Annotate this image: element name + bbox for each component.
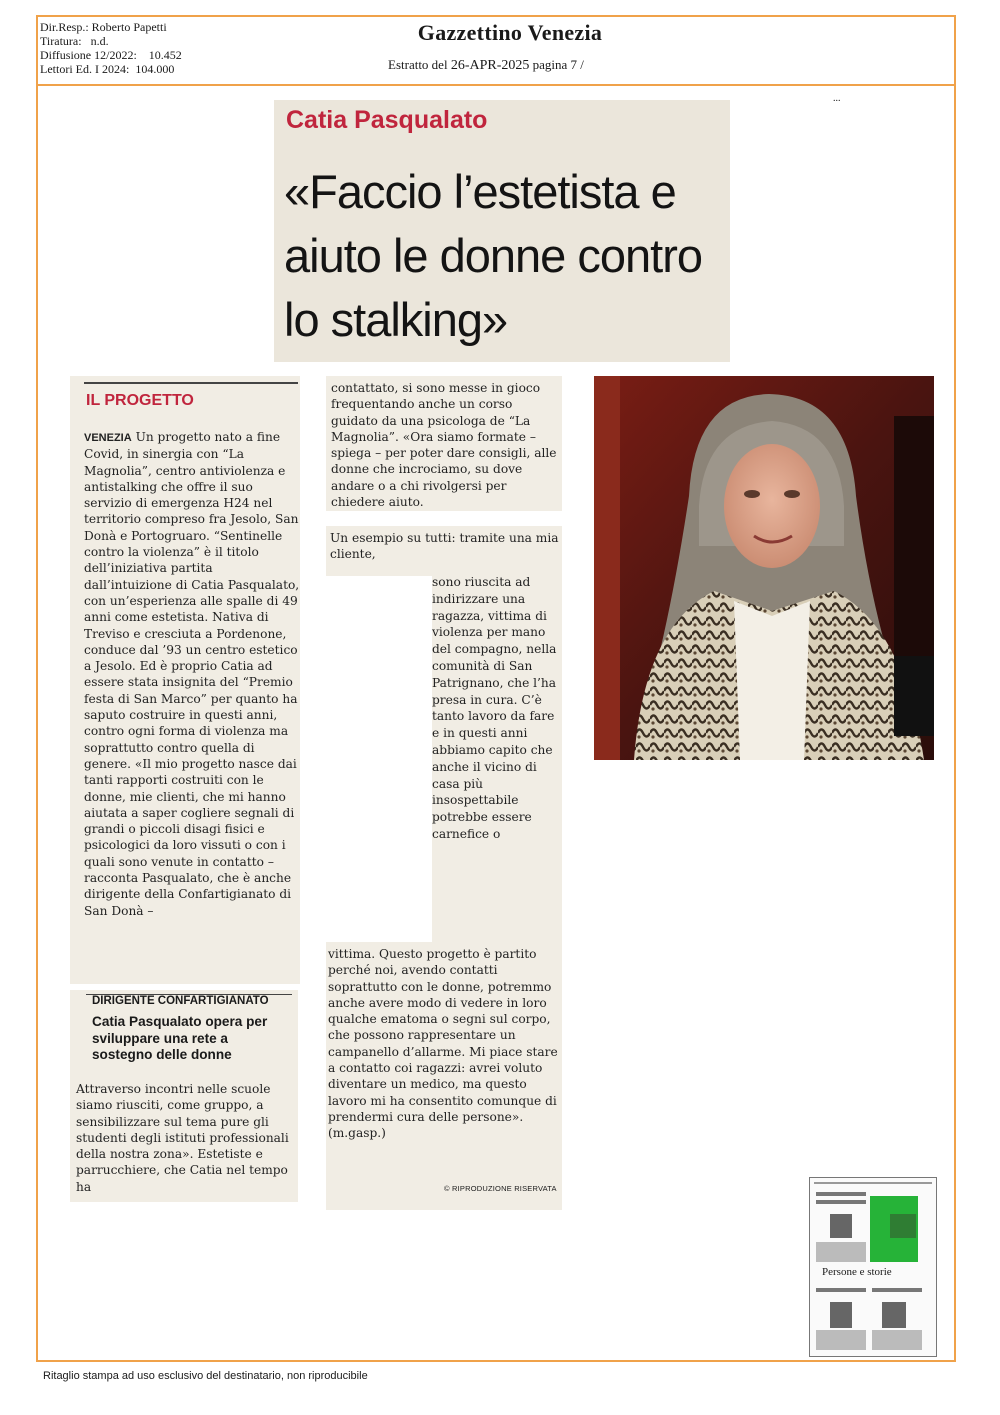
scan-mark: ... <box>833 93 841 104</box>
article-column-3-bottom <box>326 942 562 1210</box>
thumbnail-section-label: Persone e storie <box>822 1266 892 1278</box>
page-number: pagina 7 / <box>532 57 584 72</box>
column-3-top-text: Un esempio su tutti: tramite una mia cliente, <box>330 531 559 562</box>
distribution-line: Diffusione 12/2022: 10.452 <box>40 48 182 62</box>
section-label: IL PROGETTO <box>86 392 194 409</box>
extract-date: 26-APR-2025 <box>450 58 530 73</box>
column-3-bottom-text: vittima. Questo progetto è partito perché noi, avendo contatti soprattutto con le donne, potremmo anche avere modo di vedere in loro qualche ematoma o segni sul corpo, che possono rappresentare un campanello d’allarme. Mi piace stare a contatto coi ragazzi: avrei voluto diventare un medico, ma questo lavoro mi ha consentito comunque di prendermi cura delle persone». (m.gasp.) <box>328 947 558 1141</box>
column-1-text: VENEZIA Un progetto nato a fine Covid, in sinergia con “La Magnolia”, centro antiviolenza e antistalking che offre il suo servizio di emergenza H24 nel territorio compreso fra Jesolo, San Donà e Portogruaro. “Sentinelle contro la violenza” è il titolo dell’iniziativa partita dall’intuizione di Catia Pasqualato, con un’esperienza alle spalle di 49 anni come estetista. Nativa di Treviso e cresciuta a Pordenone, conduce dal ’93 un centro estetico a Jesolo. Ed è proprio Catia ad essere stata insignita del “Premio festa di San Marco” per quanto ha saputo costruire in questi anni, contro ogni forma di violenza ma soprattutto contro quella di genere. «Il mio progetto nasce dai tanti rapporti costruiti con le donne, mie clienti, che mi hanno aiutata a saper cogliere segnali di grandi o piccoli disagi fisici e psicologici da loro vissuti o con i quali sono venute in contatto – racconta Pasqualato, che è anche dirigente della Confartigianato di San Donà – <box>84 430 300 918</box>
article-kicker: Catia Pasqualato <box>286 106 488 134</box>
column-2-top-text: contattato, si sono messe in gioco frequentando anche un corso guidato da una psicologa de “La Magnolia”. «Ora siamo formate – spiega – per poter dare consigli, alle donne che incrociamo, su dove andare o a chi rivolgersi per chiedere aiuto. <box>331 381 557 510</box>
article-headline: «Faccio l’estetista e aiuto le donne contro lo stalking» <box>284 165 702 346</box>
column-3-narrow-text: sono riuscita ad indirizzare una ragazza, vittima di violenza per mano del compagno, nella comunità di San Patrignano, che l’ha presa in cura. C’è tanto lavoro da fare e in questi anni abbiamo capito che anche il vicino di casa più insospettabile potrebbe essere carnefice o <box>432 575 557 841</box>
readers-line: Lettori Ed. I 2024: 104.000 <box>40 62 175 76</box>
section-rule <box>84 382 298 384</box>
portrait-photo <box>594 376 934 760</box>
article-column-1 <box>70 376 300 984</box>
press-metadata <box>40 20 182 76</box>
page-thumbnail <box>809 1177 937 1357</box>
sidebar-label: DIRIGENTE CONFARTIGIANATO <box>92 995 269 1007</box>
copyright-credit: © RIPRODUZIONE RISERVATA <box>444 1184 557 1193</box>
article-column-3-top <box>326 526 562 576</box>
header-separator <box>36 84 956 86</box>
portrait-image <box>594 376 934 760</box>
publication-title: Gazzettino Venezia <box>417 20 603 45</box>
sidebar-title: Catia Pasqualato opera per sviluppare una rete a sostegno delle donne <box>92 1014 268 1062</box>
headline-clip <box>274 100 730 362</box>
sidebar-text: Attraverso incontri nelle scuole siamo riusciti, come gruppo, a sensibilizzare sul tema pure gli studenti degli istituti professionali della nostra zona». Estetiste e parrucchiere, che Catia nel tempo ha <box>76 1082 289 1194</box>
dateline: VENEZIA <box>84 432 132 444</box>
director-line: Dir.Resp.: Roberto Papetti <box>40 20 167 34</box>
footer-disclaimer: Ritaglio stampa ad uso esclusivo del destinatario, non riproducibile <box>43 1370 368 1382</box>
article-column-3-narrow <box>432 574 562 954</box>
article-column-2-top <box>326 376 562 511</box>
sidebar-box <box>70 990 298 1202</box>
circulation-line: Tiratura: n.d. <box>40 34 109 48</box>
extract-info: Estratto del 26-APR-2025 pagina 7 / <box>388 57 584 73</box>
